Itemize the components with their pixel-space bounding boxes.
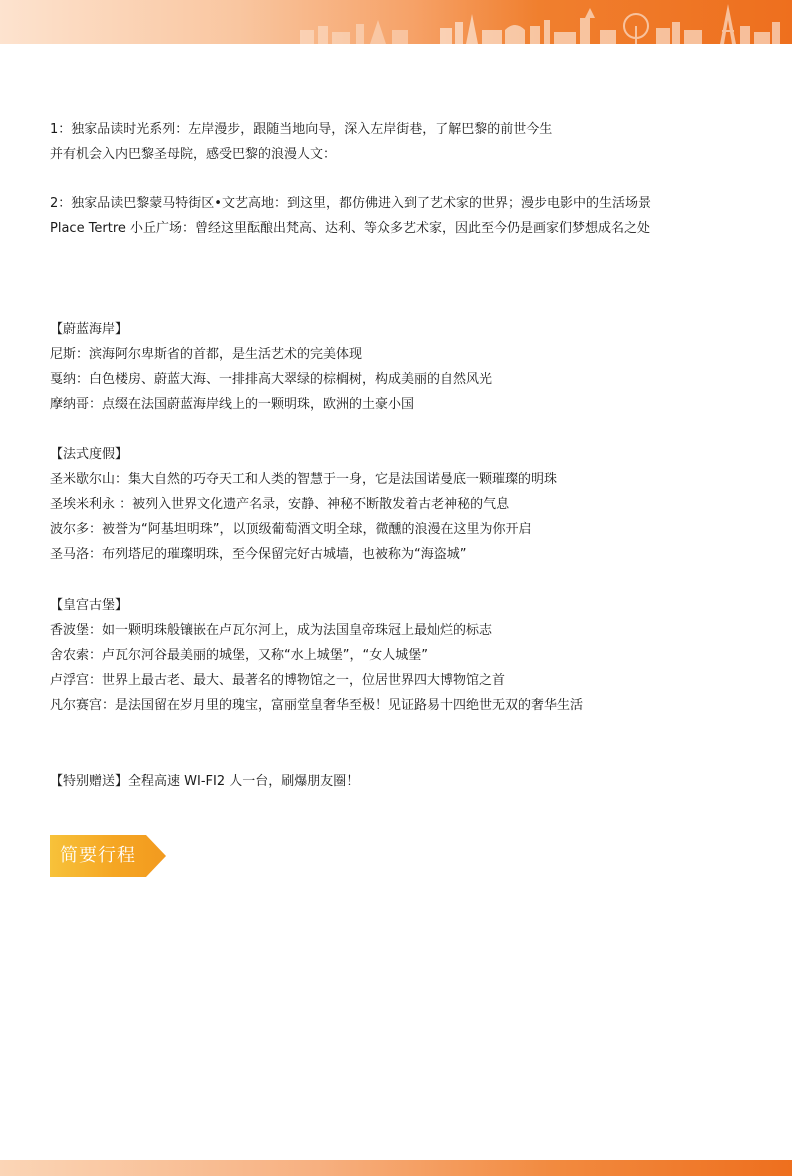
special-gift: 【特别赠送】全程高速 WI-FI2 人一台，刷爆朋友圈！ [50, 774, 360, 789]
section-title-cote-azur: 【蔚蓝海岸】 [50, 322, 129, 337]
footer-bar [0, 1160, 792, 1176]
section-line: 凡尔赛宫：是法国留在岁月里的瑰宝，富丽堂皇奢华至极！见证路易十四绝世无双的奢华生活 [50, 698, 584, 713]
section-line: 戛纳：白色楼房、蔚蓝大海、一排排高大翠绿的棕榈树，构成美丽的自然风光 [50, 372, 493, 387]
paris-intro-line-2: 并有机会入内巴黎圣母院，感受巴黎的浪漫人文： [50, 147, 337, 162]
section-line: 尼斯：滨海阿尔卑斯省的首都，是生活艺术的完美体现 [50, 347, 363, 362]
section-title-palaces: 【皇宫古堡】 [50, 598, 129, 613]
paris-intro-line-4: Place Tertre 小丘广场：曾经这里酝酿出梵高、达利、等众多艺术家，因此至今仍是画家们梦想成名之处 [50, 221, 651, 236]
section-line: 圣马洛：布列塔尼的璀璨明珠，至今保留完好古城墙，也被称为“海盗城” [50, 547, 467, 562]
paris-intro-line-3: 2：独家品读巴黎蒙马特街区•文艺高地：到这里，都仿佛进入到了艺术家的世界；漫步电影中的生活场景 [50, 196, 651, 211]
section-line: 摩纳哥：点缀在法国蔚蓝海岸线上的一颗明珠，欧洲的土豪小国 [50, 397, 415, 412]
itinerary-tag-label: 简要行程 [60, 845, 136, 866]
section-line: 香波堡：如一颗明珠般镶嵌在卢瓦尔河上，成为法国皇帝珠冠上最灿烂的标志 [50, 623, 493, 638]
paris-intro-line-1: 1：独家品读时光系列：左岸漫步，跟随当地向导，深入左岸街巷，了解巴黎的前世今生 [50, 122, 553, 137]
section-line: 波尔多：被誉为“阿基坦明珠”，以顶级葡萄酒文明全球，微醺的浪漫在这里为你开启 [50, 522, 532, 537]
section-line: 圣米歇尔山：集大自然的巧夺天工和人类的智慧于一身，它是法国诺曼底一颗璀璨的明珠 [50, 472, 558, 487]
city-skyline-icon [0, 0, 792, 44]
section-line: 卢浮宫：世界上最古老、最大、最著名的博物馆之一，位居世界四大博物馆之首 [50, 673, 506, 688]
section-line: 舍农索：卢瓦尔河谷最美丽的城堡，又称“水上城堡”，“女人城堡” [50, 648, 428, 663]
section-title-french-holiday: 【法式度假】 [50, 447, 129, 462]
itinerary-tag [50, 835, 166, 877]
header-banner [0, 0, 792, 44]
section-line: 圣埃米利永 ：被列入世界文化遗产名录，安静、神秘不断散发着古老神秘的气息 [50, 497, 510, 512]
